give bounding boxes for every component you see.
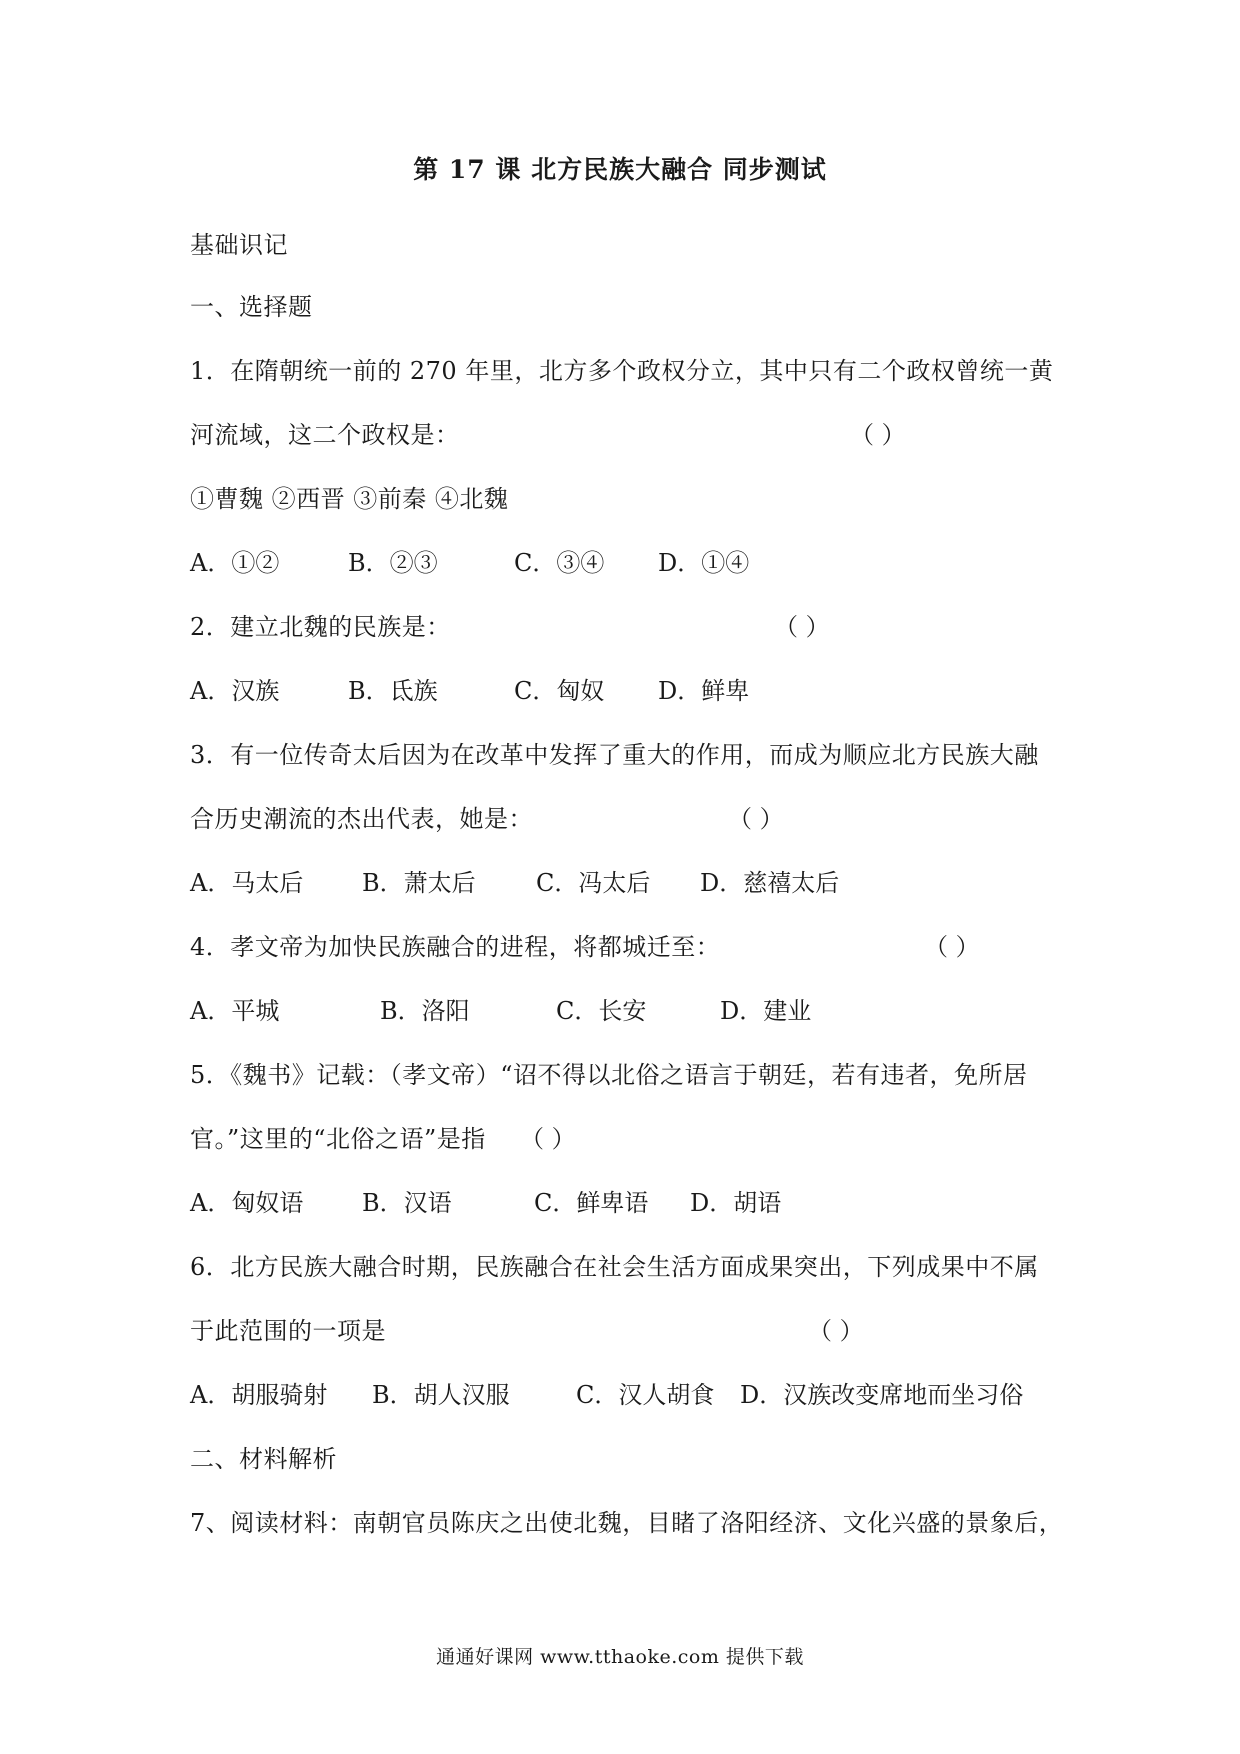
question-5-line-1: 5．《魏书》记载：（孝文帝）“诏不得以北俗之语言于朝廷，若有违者，免所居: [190, 1061, 1028, 1089]
question-4-option-b: B．洛阳: [380, 997, 470, 1025]
question-3-line-1: 3．有一位传奇太后因为在改革中发挥了重大的作用，而成为顺应北方民族大融: [190, 741, 1039, 769]
question-2-line-1: 2．建立北魏的民族是：: [190, 613, 451, 641]
question-6-option-a: A．胡服骑射: [190, 1381, 328, 1409]
section-choice: 一、选择题: [190, 293, 313, 321]
question-5-line-2: 官。”这里的“北俗之语”是指: [190, 1125, 486, 1153]
question-1-answer-blank: （ ）: [850, 421, 906, 449]
question-6-line-1: 6．北方民族大融合时期，民族融合在社会生活方面成果突出，下列成果中不属: [190, 1253, 1039, 1281]
question-1-items: ①曹魏 ②西晋 ③前秦 ④北魏: [190, 485, 509, 513]
question-5-option-b: B．汉语: [362, 1189, 452, 1217]
question-5-option-c: C．鲜卑语: [534, 1189, 649, 1217]
question-6-option-b: B．胡人汉服: [372, 1381, 510, 1409]
question-2-answer-blank: （ ）: [774, 613, 830, 641]
question-5-option-d: D．胡语: [690, 1189, 782, 1217]
question-1-option-c: C．③④: [514, 549, 605, 577]
question-7-line-1: 7、阅读材料：南朝官员陈庆之出使北魏，目睹了洛阳经济、文化兴盛的景象后，: [190, 1509, 1064, 1537]
question-4-option-d: D．建业: [720, 997, 812, 1025]
question-3-option-a: A．马太后: [190, 869, 304, 897]
question-2-option-d: D．鲜卑: [658, 677, 750, 705]
page-title: 第 17 课 北方民族大融合 同步测试: [413, 155, 827, 184]
question-5-answer-blank: （ ）: [520, 1125, 576, 1153]
question-6-option-d: D．汉族改变席地而坐习俗: [740, 1381, 1024, 1409]
question-3-option-c: C．冯太后: [536, 869, 651, 897]
question-3-line-2: 合历史潮流的杰出代表，她是：: [190, 805, 533, 833]
question-4-option-c: C．长安: [556, 997, 647, 1025]
question-4-line-1: 4．孝文帝为加快民族融合的进程，将都城迁至：: [190, 933, 721, 961]
question-2-option-c: C．匈奴: [514, 677, 605, 705]
section-material: 二、材料解析: [190, 1445, 337, 1473]
question-2-option-a: A．汉族: [190, 677, 280, 705]
question-1-line-2: 河流域，这二个政权是：: [190, 421, 460, 449]
question-1-line-1: 1．在隋朝统一前的 270 年里，北方多个政权分立，其中只有二个政权曾统一黄: [190, 357, 1054, 385]
question-1-option-b: B．②③: [348, 549, 438, 577]
question-3-option-b: B．萧太后: [362, 869, 476, 897]
question-2-option-b: B．氐族: [348, 677, 438, 705]
question-1-option-d: D．①④: [658, 549, 750, 577]
page-footer: 通通好课网 www.tthaoke.com 提供下载: [436, 1646, 804, 1668]
question-6-line-2: 于此范围的一项是: [190, 1317, 386, 1345]
question-6-answer-blank: （ ）: [808, 1317, 864, 1345]
question-4-option-a: A．平城: [190, 997, 280, 1025]
question-5-option-a: A．匈奴语: [190, 1189, 304, 1217]
section-basic: 基础识记: [190, 231, 288, 259]
question-4-answer-blank: （ ）: [924, 933, 980, 961]
question-3-answer-blank: （ ）: [728, 805, 784, 833]
question-1-option-a: A．①②: [190, 549, 280, 577]
question-3-option-d: D．慈禧太后: [700, 869, 840, 897]
question-6-option-c: C．汉人胡食: [576, 1381, 715, 1409]
